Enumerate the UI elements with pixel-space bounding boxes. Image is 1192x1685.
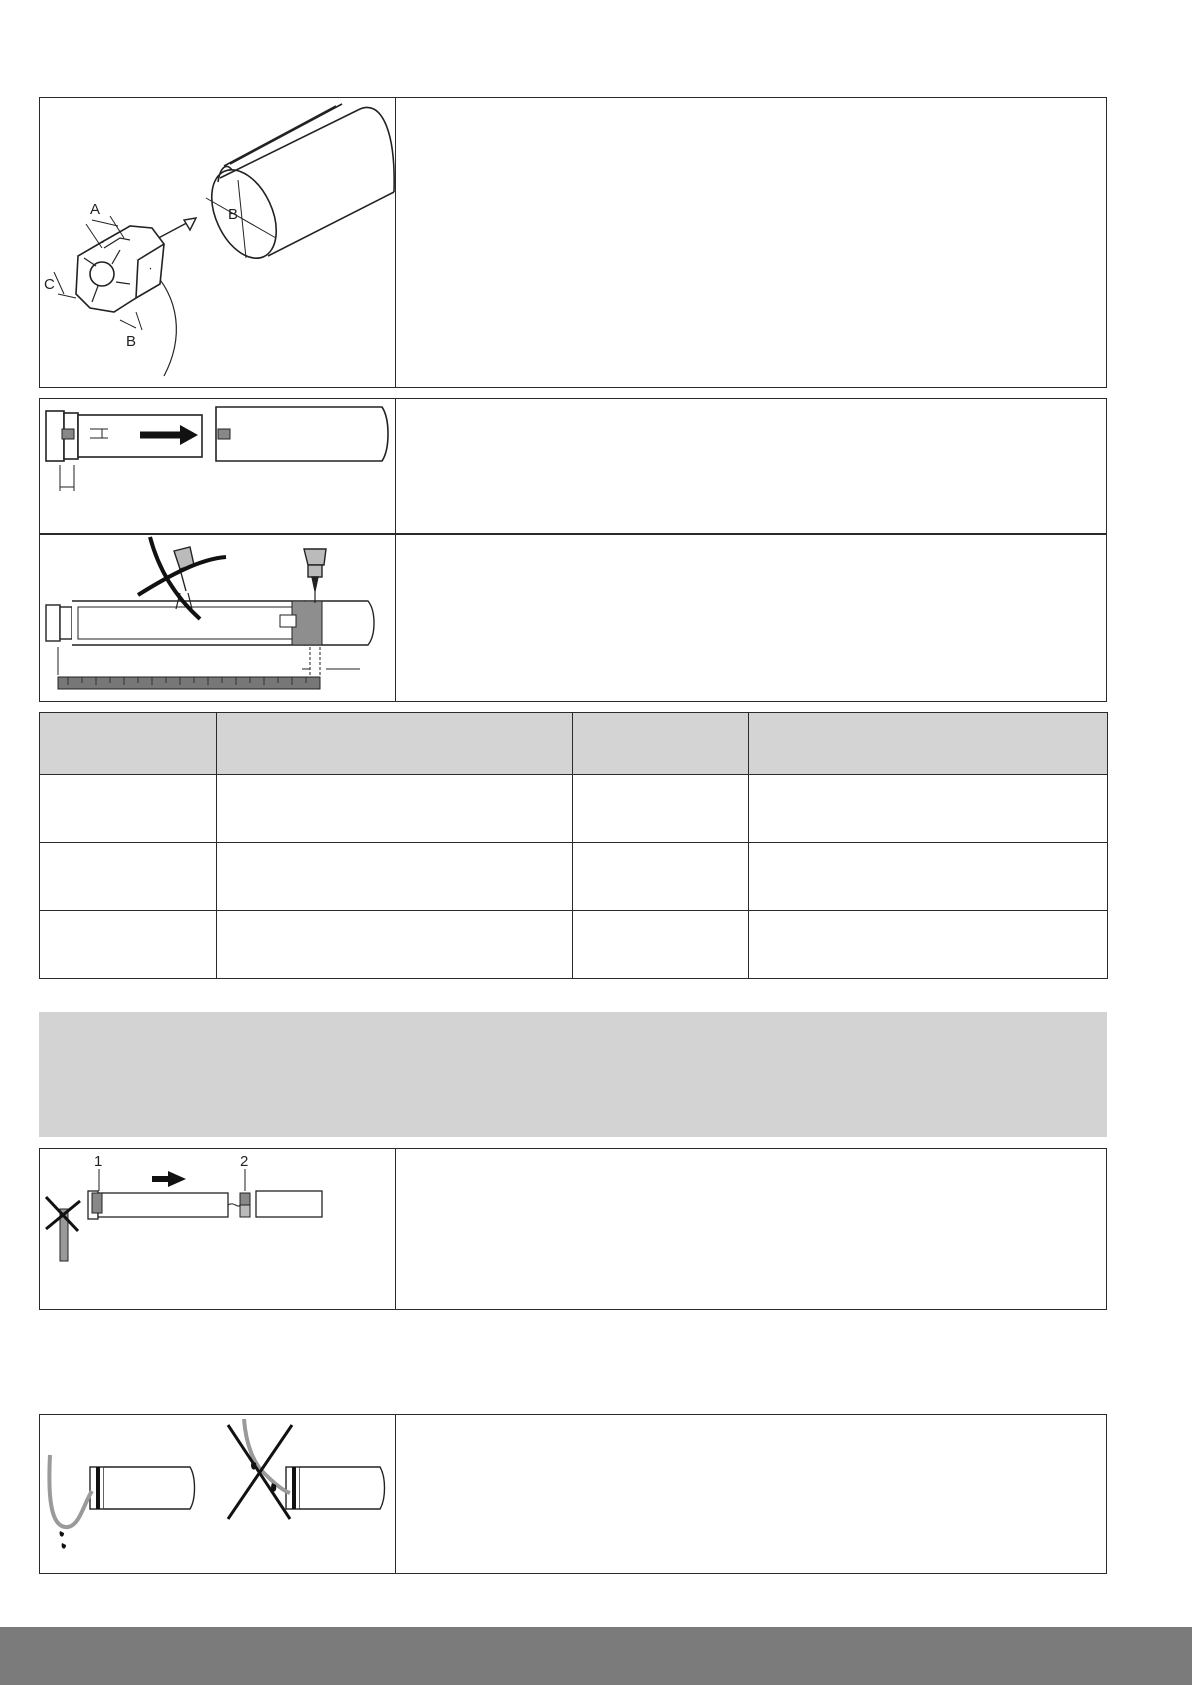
table-cell [749, 775, 1108, 843]
table-header-cell [573, 713, 749, 775]
figure-adapter-tube [40, 98, 396, 387]
table-row [40, 911, 1108, 979]
table-row [40, 775, 1108, 843]
note-box [39, 1012, 1107, 1137]
figure-insert-motor [40, 399, 396, 533]
table-cell [749, 911, 1108, 979]
instruction-panel-drilling [39, 534, 1107, 702]
specification-table [39, 712, 1108, 979]
table-cell [573, 843, 749, 911]
instruction-text-area [397, 1415, 1106, 1573]
table-header-cell [749, 713, 1108, 775]
label-b-tube: B [228, 206, 239, 223]
label-b-adapter: B [126, 333, 137, 350]
instruction-text-area [397, 535, 1106, 701]
figure-drilling [40, 535, 396, 701]
label-c: C [44, 276, 55, 293]
instruction-text-area [397, 1149, 1106, 1309]
screws-illustration [40, 1149, 396, 1311]
table-cell [573, 911, 749, 979]
table-cell [217, 775, 573, 843]
table-cell [40, 911, 217, 979]
table-cell [217, 843, 573, 911]
footer-bar [0, 1627, 1192, 1685]
table-cell [217, 911, 573, 979]
instruction-panel-adapter [39, 97, 1107, 388]
label-1: 1 [94, 1153, 103, 1170]
instruction-panel-screws [39, 1148, 1107, 1310]
table-header-cell [40, 713, 217, 775]
table-cell [573, 775, 749, 843]
instruction-text-area [397, 98, 1106, 387]
table-row [40, 843, 1108, 911]
figure-screws [40, 1149, 396, 1309]
table-header-row [40, 713, 1108, 775]
insert-motor-illustration [40, 399, 396, 535]
instruction-panel-insert-motor [39, 398, 1107, 534]
adapter-tube-illustration [40, 98, 396, 389]
table-header-cell [217, 713, 573, 775]
table-cell [40, 843, 217, 911]
drilling-illustration [40, 535, 396, 703]
instruction-panel-cable [39, 1414, 1107, 1574]
label-2: 2 [240, 1153, 249, 1170]
cable-drip-loop-illustration [40, 1415, 396, 1575]
table-cell [749, 843, 1108, 911]
label-a: A [90, 201, 101, 218]
instruction-text-area [397, 399, 1106, 533]
table-cell [40, 775, 217, 843]
figure-cable-drip-loop [40, 1415, 396, 1573]
